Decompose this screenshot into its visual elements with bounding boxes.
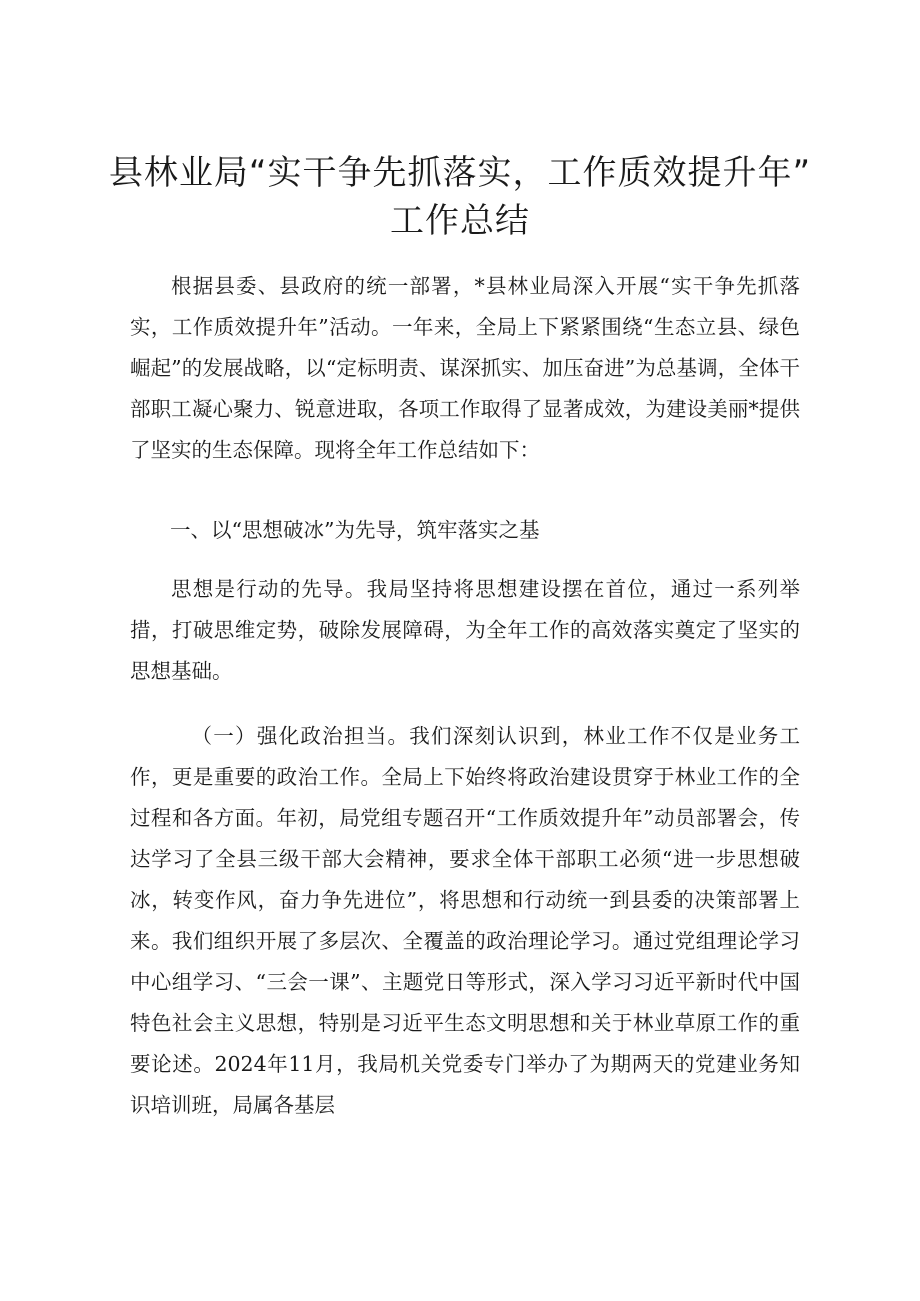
section1-heading: 一、以“思想破冰”为先导，筑牢落实之基 <box>170 518 540 542</box>
document-title-line2: 工作总结 <box>390 201 530 241</box>
intro-paragraph: 根据县委、县政府的统一部署，*县林业局深入开展“实干争先抓落实，工作质效提升年”活动。一年来，全局上下紧紧围绕“生态立县、绿色崛起”的发展战略，以“定标明责、谋深抓实、加压奋进”为总基调，全体干部职工凝心聚力、锐意进取，各项工作取得了显著成效，为建设美丽*提供了坚实的生态保障。现将全年工作总结如下： <box>130 274 800 462</box>
section1-paragraph: 思想是行动的先导。我局坚持将思想建设摆在首位，通过一系列举措，打破思维定势，破除发展障碍，为全年工作的高效落实奠定了坚实的思想基础。 <box>130 577 800 683</box>
section1-item1-paragraph: （一）强化政治担当。我们深刻认识到，林业工作不仅是业务工作，更是重要的政治工作。全局上下始终将政治建设贯穿于林业工作的全过程和各方面。年初，局党组专题召开“工作质效提升年”动员部署会，传达学习了全县三级干部大会精神，要求全体干部职工必须“进一步思想破冰，转变作风，奋力争先进位”，将思想和行动统一到县委的决策部署上来。我们组织开展了多层次、全覆盖的政治理论学习。通过党组理论学习中心组学习、“三会一课”、主题党日等形式，深入学习习近平新时代中国特色社会主义思想，特别是习近平生态文明思想和关于林业草原工作的重要论述。2024年11月，我局机关党委专门举办了为期两天的党建业务知识培训班，局属各基层 <box>130 724 800 1117</box>
document-title-line1: 县林业局“实干争先抓落实，工作质效提升年” <box>108 153 812 193</box>
